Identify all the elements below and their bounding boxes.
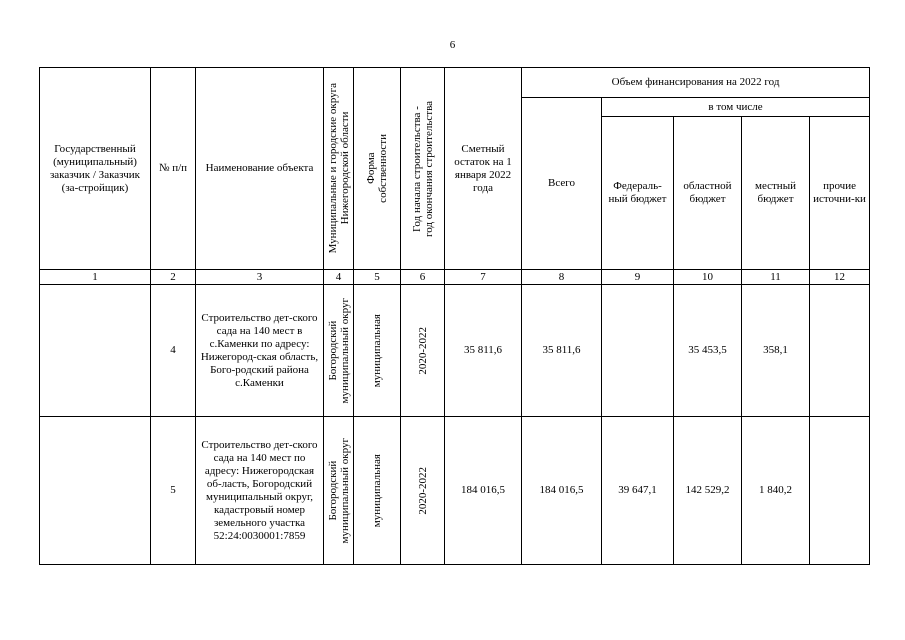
column-number: 6 [401,270,445,285]
cell-years [401,285,445,417]
header-local: местный бюджет [742,117,810,270]
cell-other [810,417,870,565]
header-ownership [354,68,401,270]
header-federal: Федераль-ный бюджет [602,117,674,270]
header-other: прочие источни-ки [810,117,870,270]
column-number: 9 [602,270,674,285]
cell-total: 184 016,5 [522,417,602,565]
header-estimate: Сметный остаток на 1 января 2022 года [445,68,522,270]
cell-local: 1 840,2 [742,417,810,565]
cell-local: 358,1 [742,285,810,417]
cell-ownership [354,417,401,565]
column-number: 4 [324,270,354,285]
cell-years [401,417,445,565]
cell-municipal [324,285,354,417]
table-row [40,285,870,417]
header-number: № п/п [151,68,196,270]
cell-object-name: Строительство дет-ского сада на 140 мест в с.Каменки по адресу: Нижегород-ская область, Бого-родский района с.Каменки [196,285,324,417]
cell-ownership-text: муниципальная [371,313,383,388]
financing-table [39,67,870,565]
table-row [40,417,870,565]
cell-regional: 35 453,5 [674,285,742,417]
column-number: 1 [40,270,151,285]
cell-other [810,285,870,417]
column-number: 7 [445,270,522,285]
cell-years-text: 2020-2022 [416,326,429,375]
header-years-text: Год начала строительства - год окончания строительства [410,100,435,237]
header-total: Всего [522,98,602,270]
column-number: 3 [196,270,324,285]
cell-estimate: 35 811,6 [445,285,522,417]
cell-federal: 39 647,1 [602,417,674,565]
column-number: 10 [674,270,742,285]
header-financing-group: Объем финансирования на 2022 год [522,68,870,98]
header-customer: Государственный (муниципальный) заказчик / Заказчик (за-стройщик) [40,68,151,270]
cell-estimate: 184 016,5 [445,417,522,565]
page-number: 6 [449,39,456,51]
cell-total: 35 811,6 [522,285,602,417]
cell-customer [40,285,151,417]
header-municipal-text: Муниципальные и городские округа Нижегородской области [326,83,351,254]
cell-ownership [354,285,401,417]
cell-federal [602,285,674,417]
cell-ownership-text: муниципальная [371,453,383,528]
header-regional: областной бюджет [674,117,742,270]
cell-object-name: Строительство дет-ского сада на 140 мест по адресу: Нижегородская об-ласть, Богородский муниципальный округ, кадастровый номер земельного участка 52:24:0030001:7859 [196,417,324,565]
column-number: 12 [810,270,870,285]
cell-customer [40,417,151,565]
cell-municipal-text: Богородский муниципальный округ [326,437,351,544]
column-number: 8 [522,270,602,285]
header-including: в том числе [602,98,870,117]
column-number: 5 [354,270,401,285]
cell-years-text: 2020-2022 [416,466,429,515]
cell-municipal [324,417,354,565]
cell-number: 5 [151,417,196,565]
cell-regional: 142 529,2 [674,417,742,565]
column-number: 2 [151,270,196,285]
header-municipal [324,68,354,270]
header-years [401,68,445,270]
cell-number: 4 [151,285,196,417]
cell-municipal-text: Богородский муниципальный округ [326,297,351,404]
header-ownership-text: Форма собственности [365,134,389,203]
column-number: 11 [742,270,810,285]
header-object-name: Наименование объекта [196,68,324,270]
